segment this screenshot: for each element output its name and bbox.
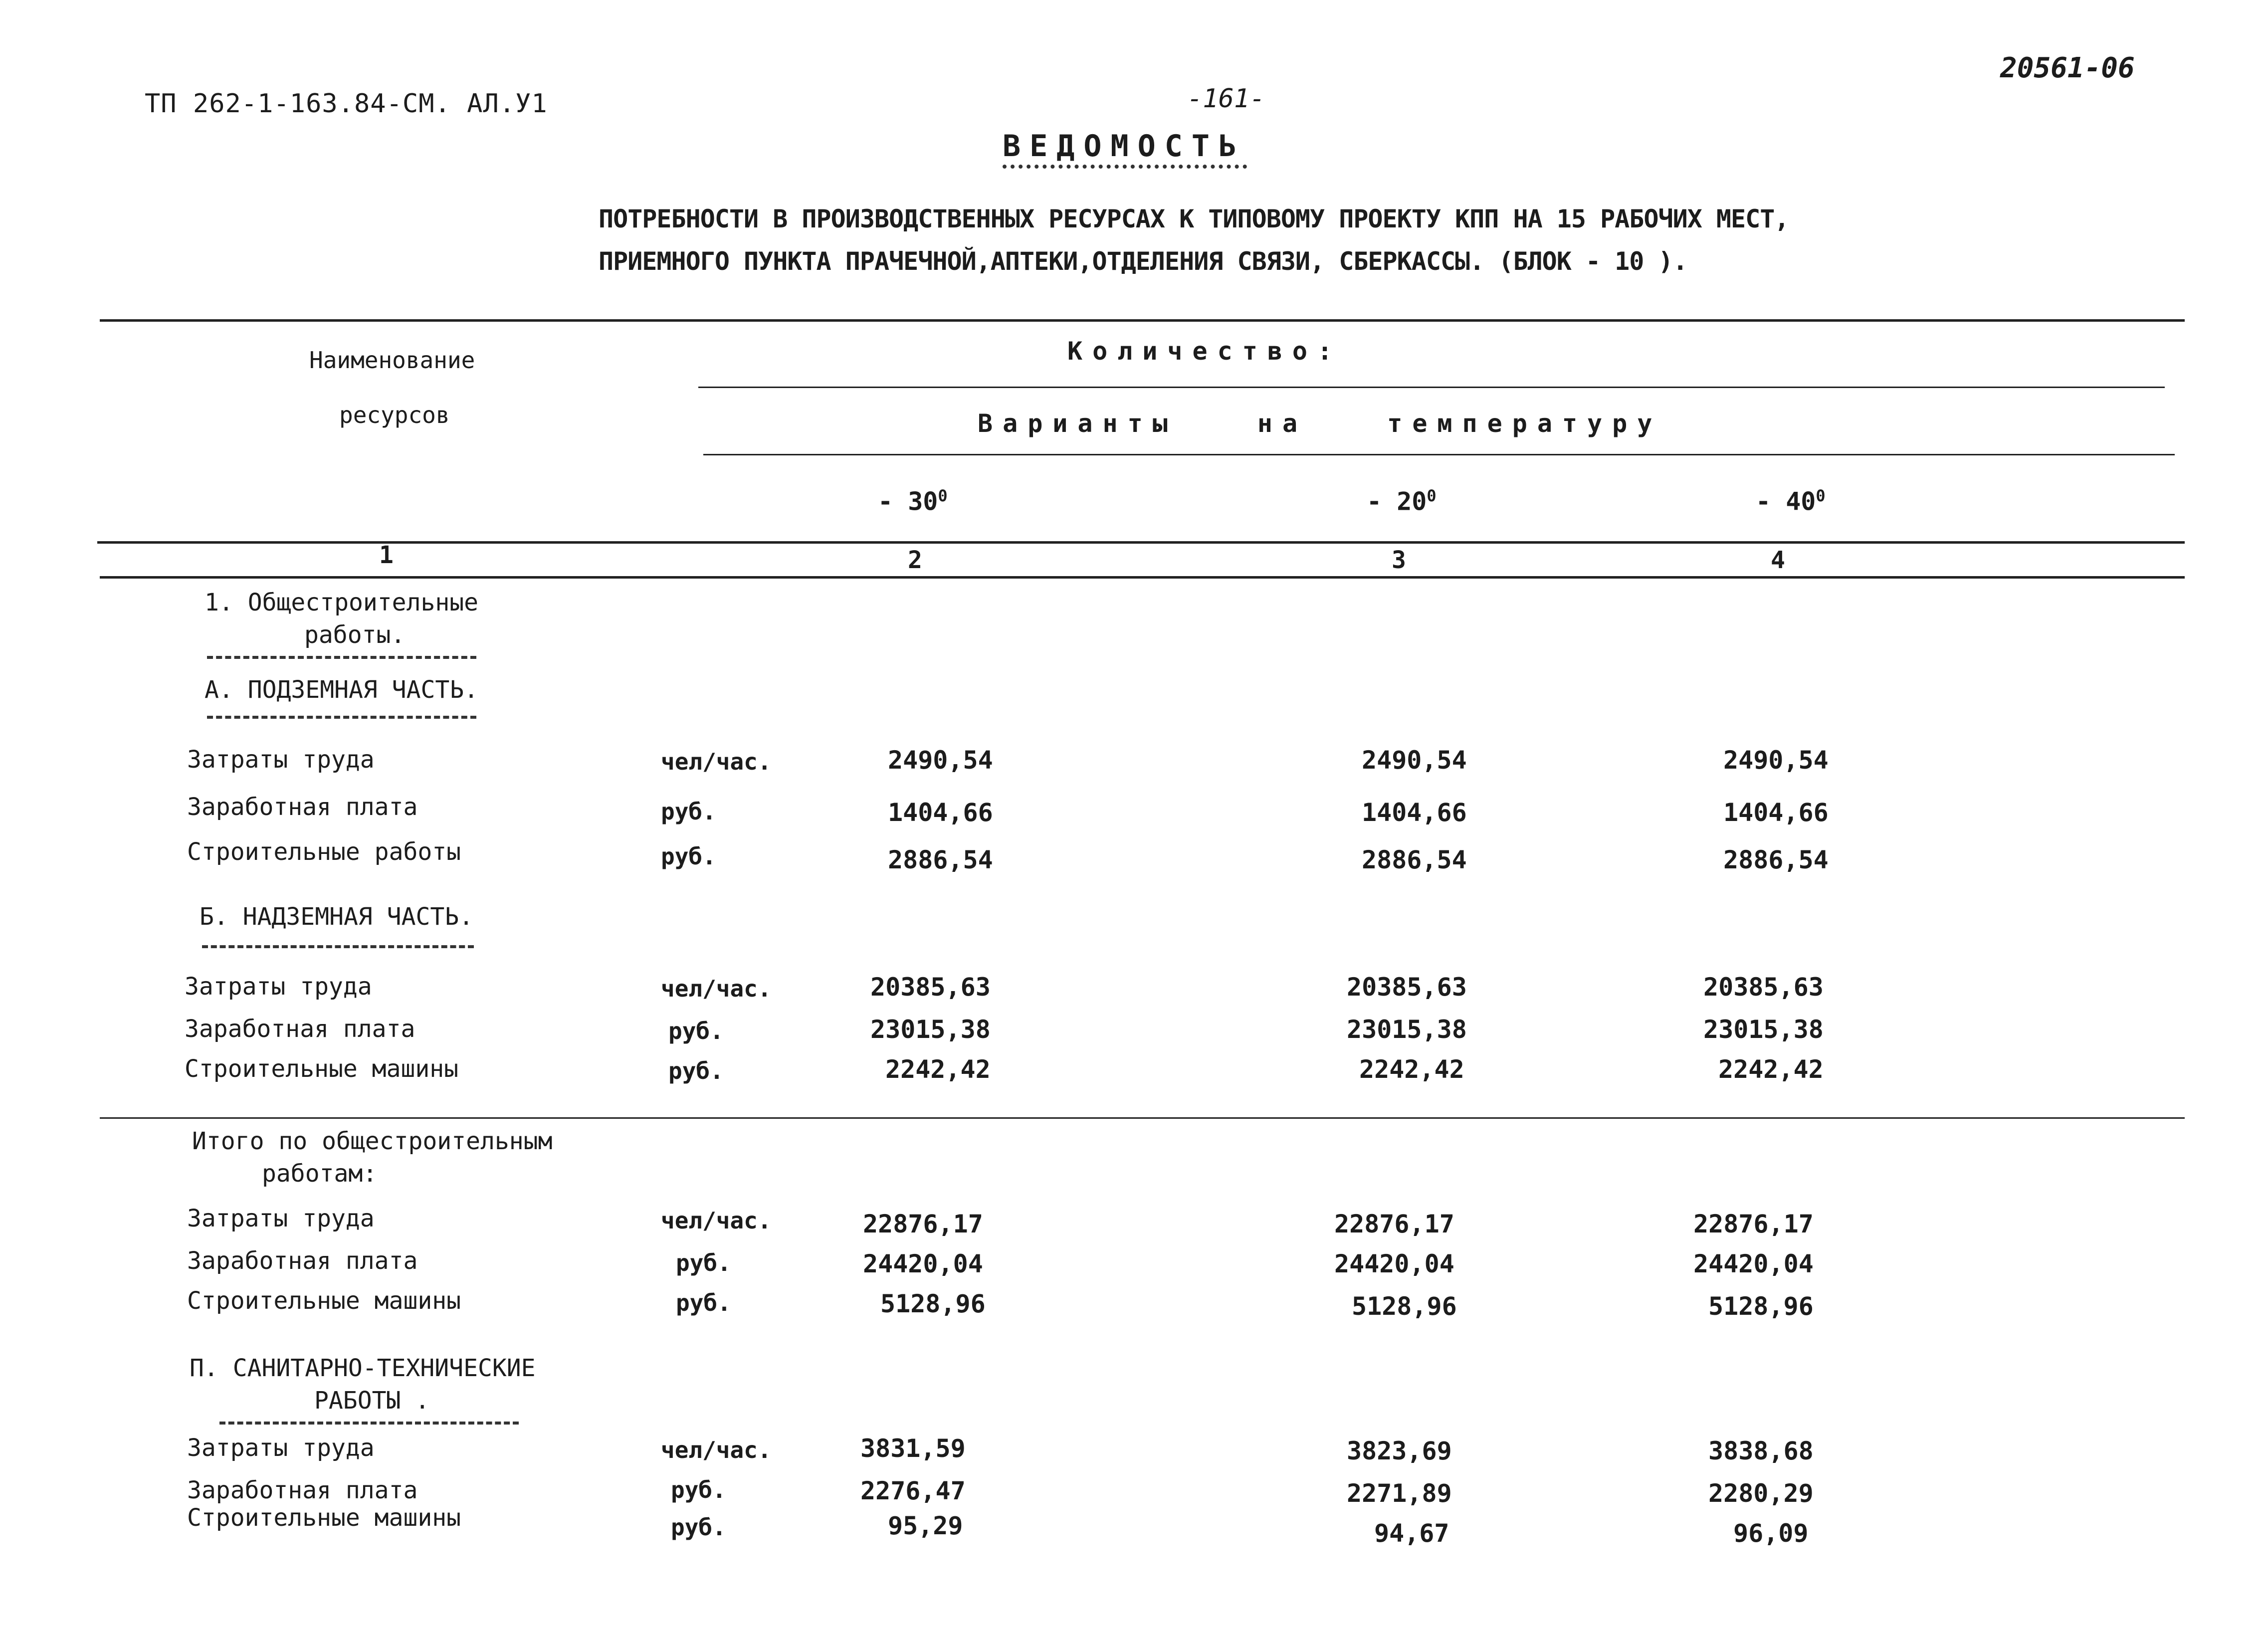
- head-name-line-1: Наименование: [309, 347, 475, 374]
- value-col-2: 2886,54: [888, 845, 993, 874]
- value-col-3: 94,67: [1374, 1519, 1449, 1548]
- variants-rule: [703, 454, 2175, 455]
- subtotal-rule: [100, 1117, 2185, 1119]
- section-a-underline: [207, 716, 476, 719]
- col-number-3: 3: [1392, 546, 1406, 574]
- row-label: Затраты труда: [185, 973, 372, 1001]
- value-col-2: 24420,04: [863, 1249, 983, 1278]
- head-variants: Варианты на температуру: [978, 409, 1662, 438]
- value-col-4: 1404,66: [1723, 798, 1829, 827]
- row-unit: руб.: [661, 798, 716, 825]
- row-unit: руб.: [668, 1057, 724, 1084]
- header-bottom-rule: [97, 541, 2185, 544]
- value-col-4: 96,09: [1733, 1519, 1809, 1548]
- section-b-title: Б. НАДЗЕМНАЯ ЧАСТЬ.: [200, 903, 474, 931]
- qty-rule: [698, 387, 2165, 388]
- value-col-4: 23015,38: [1703, 1015, 1824, 1044]
- value-col-2: 1404,66: [888, 798, 993, 827]
- col-number-1: 1: [379, 541, 394, 569]
- subtitle-line-2: ПРИЕМНОГО ПУНКТА ПРАЧЕЧНОЙ,АПТЕКИ,ОТДЕЛЕНИЯ СВЯЗИ, СБЕРКАССЫ. (БЛОК - 10 ).: [599, 247, 1687, 276]
- row-unit: руб.: [671, 1476, 726, 1503]
- row-unit: руб.: [661, 843, 716, 870]
- value-col-2: 95,29: [888, 1511, 963, 1540]
- row-label: Затраты труда: [187, 746, 375, 774]
- row-unit: чел/час.: [661, 748, 772, 775]
- section-1-title: 1. Общестроительные: [205, 589, 479, 616]
- row-label: Строительные машины: [187, 1504, 461, 1532]
- row-unit: чел/час.: [661, 1436, 772, 1463]
- document-number: 20561-06: [2000, 52, 2135, 84]
- value-col-2: 5128,96: [880, 1289, 986, 1318]
- page-number: -161-: [1187, 84, 1265, 114]
- row-label: Заработная плата: [187, 1247, 418, 1275]
- value-col-4: 5128,96: [1708, 1292, 1814, 1321]
- temp-col-2: - $30^0$: [878, 486, 948, 516]
- section-a-title: А. ПОДЗЕМНАЯ ЧАСТЬ.: [205, 676, 479, 704]
- row-unit: чел/час.: [661, 1207, 772, 1234]
- section-2-title: П. САНИТАРНО-ТЕХНИЧЕСКИЕ: [190, 1354, 536, 1382]
- column-numbers-rule: [100, 576, 2185, 579]
- value-col-2: 2276,47: [860, 1476, 966, 1505]
- value-col-3: 23015,38: [1347, 1015, 1467, 1044]
- total-title: Итого по общестроительным: [192, 1127, 553, 1155]
- value-col-4: 2886,54: [1723, 845, 1829, 874]
- value-col-3: 2242,42: [1359, 1055, 1464, 1084]
- value-col-4: 24420,04: [1693, 1249, 1814, 1278]
- value-col-4: 20385,63: [1703, 973, 1824, 1002]
- value-col-3: 5128,96: [1352, 1292, 1457, 1321]
- value-col-4: 22876,17: [1693, 1210, 1814, 1238]
- row-label: Строительные машины: [185, 1055, 459, 1083]
- value-col-3: 2490,54: [1362, 746, 1467, 775]
- title-underline: [1003, 165, 1247, 169]
- row-unit: руб.: [671, 1514, 726, 1541]
- value-col-2: 3831,59: [860, 1434, 966, 1463]
- section-1-underline: [207, 656, 476, 659]
- value-col-4: 2280,29: [1708, 1479, 1814, 1508]
- value-col-2: 23015,38: [870, 1015, 991, 1044]
- section-2-underline: [219, 1422, 519, 1425]
- table-top-rule: [100, 319, 2185, 322]
- value-col-3: 24420,04: [1334, 1249, 1454, 1278]
- row-label: Заработная плата: [187, 1476, 418, 1504]
- row-unit: руб.: [676, 1249, 731, 1276]
- section-1-title-2: работы.: [304, 621, 406, 649]
- value-col-2: 20385,63: [870, 973, 991, 1002]
- head-quantity: Количество:: [1067, 337, 1343, 366]
- section-2-title-2: РАБОТЫ .: [314, 1387, 430, 1415]
- row-unit: руб.: [676, 1289, 731, 1316]
- row-label: Затраты труда: [187, 1205, 375, 1232]
- total-title-2: работам:: [262, 1160, 378, 1188]
- value-col-3: 2886,54: [1362, 845, 1467, 874]
- row-label: Затраты труда: [187, 1434, 375, 1462]
- col-number-2: 2: [908, 546, 922, 574]
- value-col-4: 2490,54: [1723, 746, 1829, 775]
- document-code: ТП 262-1-163.84-СМ. АЛ.У1: [145, 89, 548, 119]
- value-col-4: 2242,42: [1718, 1055, 1824, 1084]
- row-label: Строительные машины: [187, 1287, 461, 1315]
- row-label: Строительные работы: [187, 838, 461, 866]
- temp-col-3: - $20^0$: [1367, 486, 1437, 516]
- row-unit: руб.: [668, 1018, 724, 1044]
- col-number-4: 4: [1771, 546, 1785, 574]
- row-label: Заработная плата: [185, 1015, 415, 1043]
- value-col-2: 22876,17: [863, 1210, 983, 1238]
- document-title: ВЕДОМОСТЬ: [1003, 129, 1246, 164]
- value-col-2: 2490,54: [888, 746, 993, 775]
- value-col-2: 2242,42: [885, 1055, 991, 1084]
- value-col-3: 2271,89: [1347, 1479, 1452, 1508]
- row-label: Заработная плата: [187, 793, 418, 821]
- value-col-3: 22876,17: [1334, 1210, 1454, 1238]
- value-col-3: 1404,66: [1362, 798, 1467, 827]
- temp-col-4: - $40^0$: [1756, 486, 1826, 516]
- value-col-4: 3838,68: [1708, 1436, 1814, 1465]
- subtitle-line-1: ПОТРЕБНОСТИ В ПРОИЗВОДСТВЕННЫХ РЕСУРСАХ К ТИПОВОМУ ПРОЕКТУ КПП НА 15 РАБОЧИХ МЕСТ,: [599, 205, 1789, 233]
- head-name-line-2: ресурсов: [339, 402, 450, 428]
- row-unit: чел/час.: [661, 975, 772, 1002]
- section-b-underline: [202, 945, 474, 948]
- value-col-3: 3823,69: [1347, 1436, 1452, 1465]
- value-col-3: 20385,63: [1347, 973, 1467, 1002]
